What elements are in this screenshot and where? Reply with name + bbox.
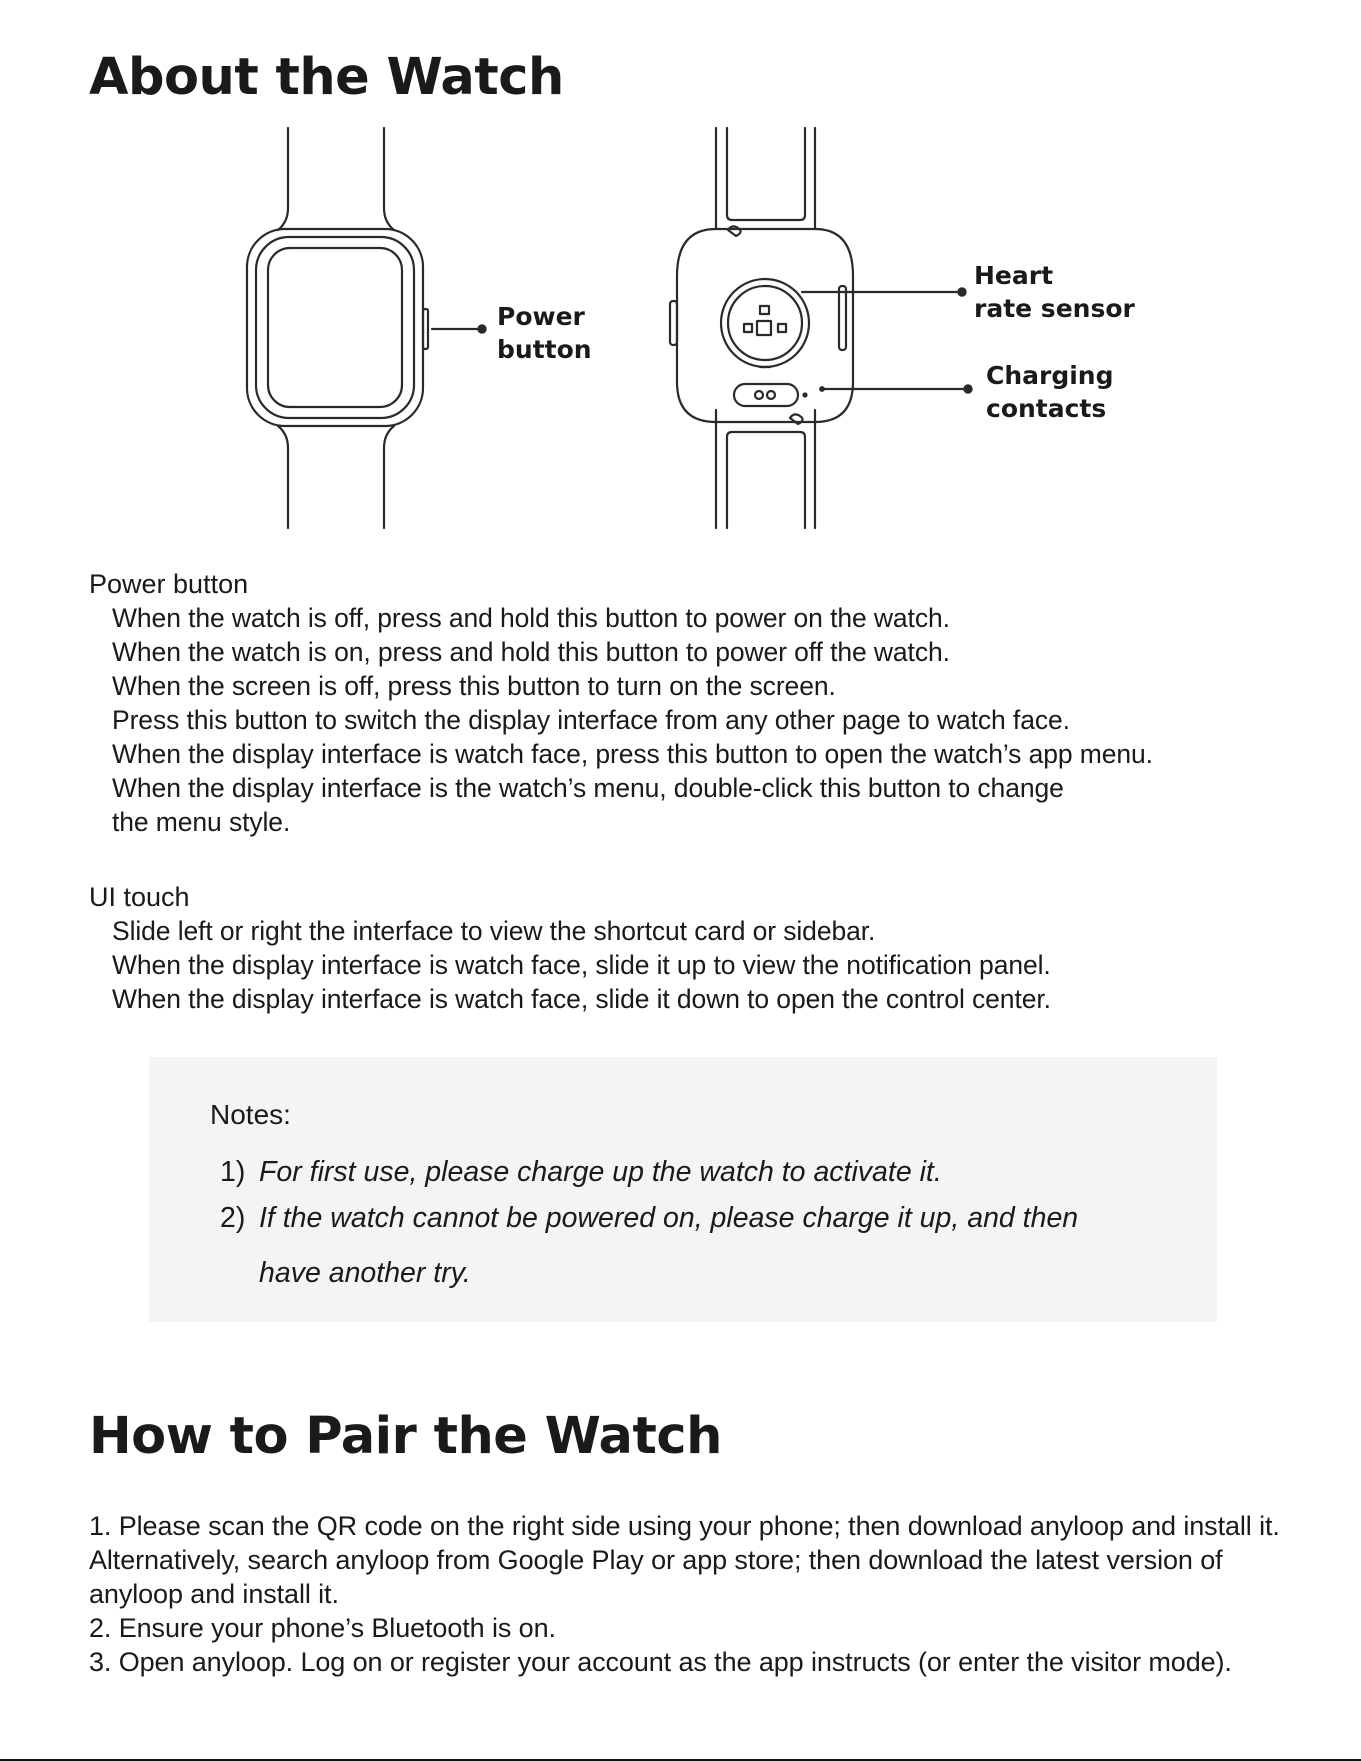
section-heading-power-button: Power button xyxy=(89,569,249,599)
ui-touch-section xyxy=(89,880,1289,1016)
power-button-instructions xyxy=(89,601,1289,839)
watch-back-icon xyxy=(670,128,966,528)
notes-box xyxy=(149,1057,1217,1322)
instruction-line: When the display interface is the watch’s menu, double-click this button to change xyxy=(112,773,1064,803)
instruction-line: When the watch is on, press and hold this button to power off the watch. xyxy=(112,637,950,667)
callout-heart-rate-sensor: Heart rate sensor xyxy=(974,261,1135,323)
pairing-step: 2. Ensure your phone’s Bluetooth is on. xyxy=(89,1613,556,1643)
note-text: If the watch cannot be powered on, please charge it up, and then have another try. xyxy=(259,1202,1079,1289)
instruction-line: When the watch is off, press and hold this button to power on the watch. xyxy=(112,603,950,633)
page-title-about: About the Watch xyxy=(89,48,564,107)
heart-rate-pointer-dot xyxy=(958,288,965,295)
note-number: 1) xyxy=(220,1156,246,1188)
instruction-line: When the display interface is watch face, slide it up to view the notification panel. xyxy=(112,950,1051,980)
pairing-step: 3. Open anyloop. Log on or register your account as the app instructs (or enter the visitor mode). xyxy=(89,1647,1232,1677)
watch-front-icon xyxy=(247,128,480,528)
instruction-line: Slide left or right the interface to view the shortcut card or sidebar. xyxy=(112,916,876,946)
section-heading-ui-touch: UI touch xyxy=(89,882,190,912)
instruction-line: When the screen is off, press this button to turn on the screen. xyxy=(112,671,836,701)
instruction-line: When the display interface is watch face, press this button to open the watch’s app menu. xyxy=(112,739,1153,769)
instruction-line: Press this button to switch the display interface from any other page to watch face. xyxy=(112,705,1070,735)
power-button-section xyxy=(89,567,1289,839)
pairing-step: 1. Please scan the QR code on the right side using your phone; then download anyloop and install it. Alternatively, search anyloop from Google Play or app store; then download the latest version of anyloop and install it. xyxy=(89,1511,1280,1609)
note-number: 2) xyxy=(220,1202,246,1234)
page-title-pair: How to Pair the Watch xyxy=(89,1407,722,1466)
charging-pointer-dot xyxy=(964,385,971,392)
pairing-steps xyxy=(89,1509,1289,1679)
callout-power-button: Power button xyxy=(497,302,592,364)
callout-charging-contacts: Charging contacts xyxy=(986,361,1114,423)
notes-title: Notes: xyxy=(210,1099,291,1130)
ui-touch-instructions xyxy=(89,914,1289,1016)
note-text: For first use, please charge up the watch to activate it. xyxy=(259,1156,942,1188)
instruction-line: When the display interface is watch face, slide it down to open the control center. xyxy=(112,984,1051,1014)
power-button-pointer-dot xyxy=(478,325,485,332)
instruction-line: the menu style. xyxy=(112,807,291,837)
